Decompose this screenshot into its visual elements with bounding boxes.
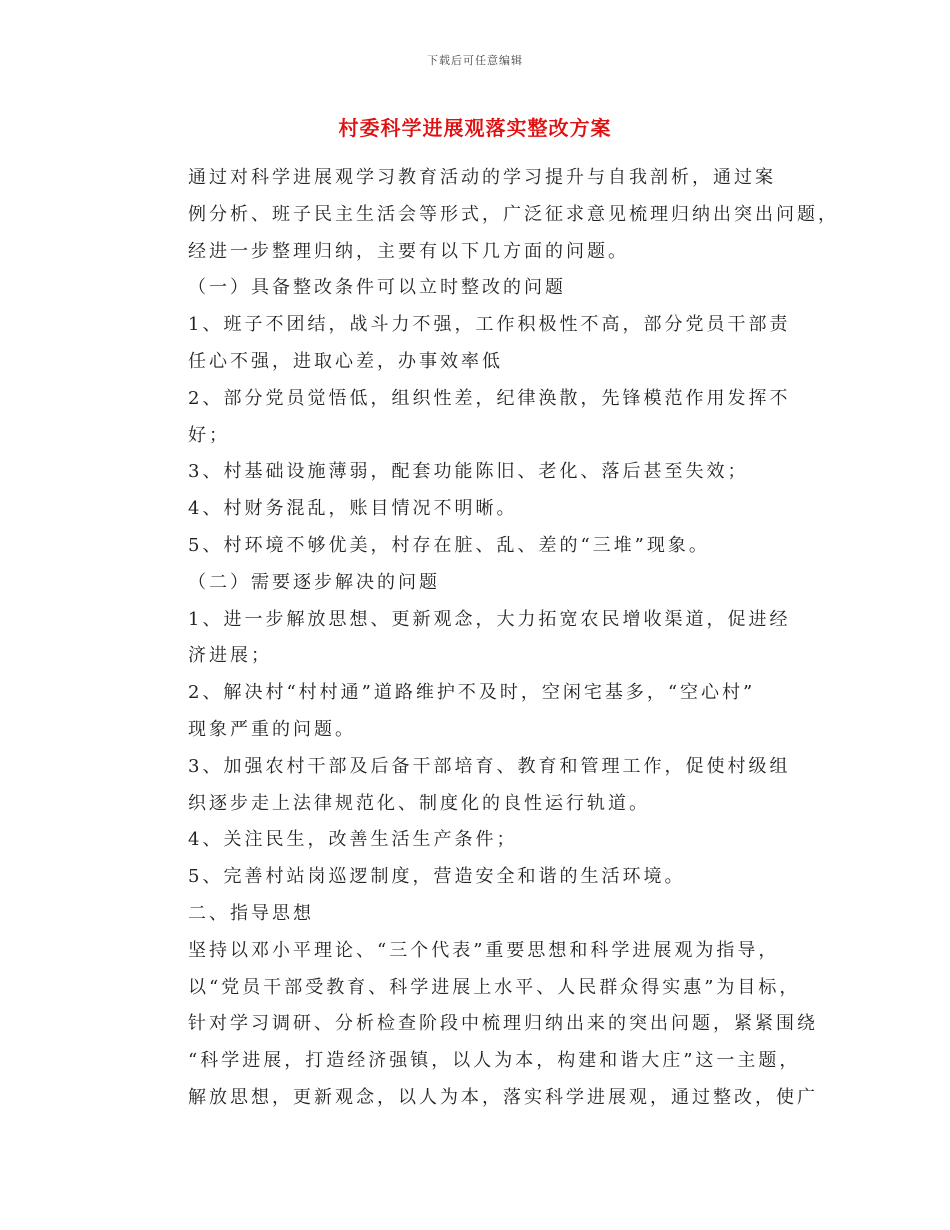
list-item (142, 491, 808, 528)
document-body (142, 160, 839, 1117)
text-line: 济进展； (188, 645, 272, 667)
text-line: 5、村环境不够优美，村存在脏、乱、差的“三堆”现象。 (188, 534, 710, 556)
list-item (142, 381, 808, 455)
text-line: 针对学习调研、分析检查阶段中梳理归纳出来的突出问题，紧紧围绕 (188, 1013, 818, 1035)
list-item (142, 675, 808, 749)
list-item (142, 602, 808, 676)
text-line: 坚持以邓小平理论、“三个代表”重要思想和科学进展观为指导， (188, 939, 780, 961)
document-title: 村委科学进展观落实整改方案 (338, 116, 612, 140)
text-line: “科学进展，打造经济强镇，以人为本，构建和谐大庄”这一主题， (188, 1050, 801, 1072)
text-line: 2、部分党员觉悟低，组织性差，纪律涣散，先锋模范作用发挥不 (188, 387, 791, 409)
text-line: 解放思想，更新观念，以人为本，落实科学进展观，通过整改，使广 (188, 1086, 818, 1108)
text-line: （二）需要逐步解决的问题 (188, 571, 440, 593)
list-item (142, 859, 808, 896)
list-item (142, 454, 808, 491)
list-item (142, 307, 808, 381)
text-line: 任心不强，进取心差，办事效率低 (188, 350, 503, 372)
list-item (142, 749, 808, 823)
section-heading (142, 896, 808, 933)
paragraph (142, 933, 818, 1117)
text-line: 3、村基础设施薄弱，配套功能陈旧、老化、落后甚至失效； (188, 461, 749, 483)
text-line: 织逐步走上法律规范化、制度化的良性运行轨道。 (188, 792, 650, 814)
section-heading (142, 565, 808, 602)
section-heading (142, 270, 808, 307)
text-line: 现象严重的问题。 (188, 718, 356, 740)
text-line: 1、进一步解放思想、更新观念，大力拓宽农民增收渠道，促进经 (188, 608, 791, 630)
text-line: 4、关注民生，改善生活生产条件； (188, 829, 518, 851)
list-item (142, 528, 808, 565)
text-line: 例分析、班子民主生活会等形式，广泛征求意见梳理归纳出突出问题， (188, 203, 839, 225)
text-line: （一）具备整改条件可以立时整改的问题 (188, 277, 566, 299)
text-line: 好； (188, 424, 230, 446)
paragraph (142, 160, 839, 270)
text-line: 经进一步整理归纳，主要有以下几方面的问题。 (188, 240, 629, 262)
text-line: 2、解决村“村村通”道路维护不及时，空闲宅基多，“空心村” (188, 682, 756, 704)
text-line: 二、指导思想 (188, 902, 314, 924)
text-line: 5、完善村站岗巡逻制度，营造安全和谐的生活环境。 (188, 866, 686, 888)
text-line: 3、加强农村干部及后备干部培育、教育和管理工作，促使村级组 (188, 755, 791, 777)
text-line: 以“党员干部受教育、科学进展上水平、人民群众得实惠”为目标， (188, 976, 801, 998)
text-line: 1、班子不团结，战斗力不强，工作积极性不高，部分党员干部责 (188, 314, 791, 336)
page-header-note: 下载后可任意编辑 (427, 54, 523, 67)
text-line: 通过对科学进展观学习教育活动的学习提升与自我剖析，通过案 (188, 167, 776, 188)
list-item (142, 822, 808, 859)
text-line: 4、村财务混乱，账目情况不明晰。 (188, 498, 518, 520)
